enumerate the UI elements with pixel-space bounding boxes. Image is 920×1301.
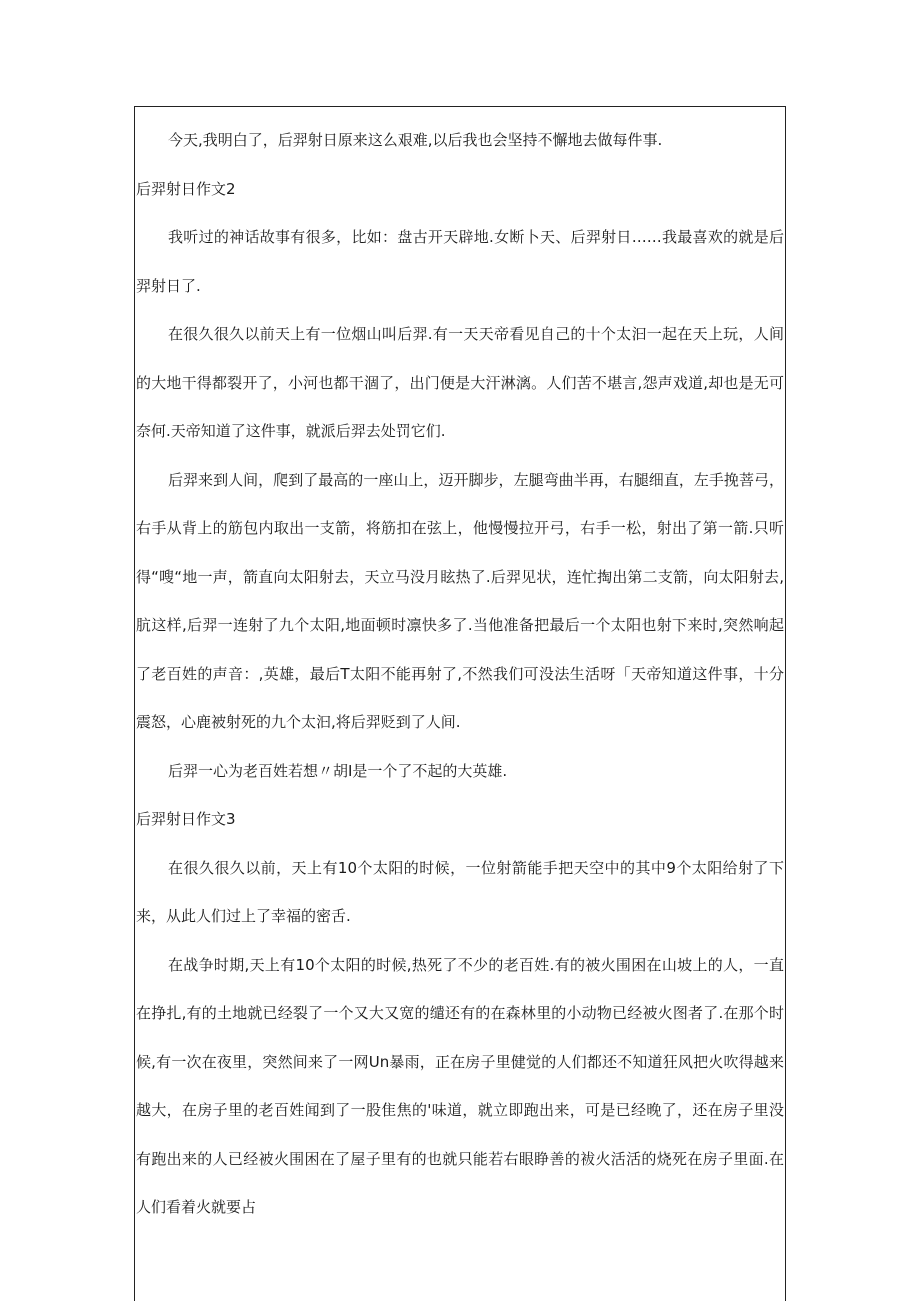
paragraph-war-period: 在战争时期,天上有10个太阳的时候,热死了不少的老百姓.有的被火围困在山坡上的人，一直在挣扎,有的土地就已经裂了一个又大又宽的缱还有的在森林里的小动物已经被火图者了.在那个时候,有一次在夜里，突然间来了一网Un暴雨，正在房子里健觉的人们都还不知道狂风把火吹得越来越大，在房子里的老百姓闻到了一股隹焦的'味道，就立即跑出来，可是已经晚了，还在房子里没有跑出来的人已经被火围困在了屋子里有的也就只能若右眼睁善的袚火活活的烧死在房子里面.在人们看着火就要占 xyxy=(136,955,784,1216)
paragraph-ten-suns: 在很久很久以前天上有一位烟山叫后羿.有一天天帝看见自己的十个太汩一起在天上玩，人间的大地干得都裂开了，小河也都干涸了，出门便是大汗淋漓。人们苦不堪言,怨声戏道,却也是无可奈何.天帝知道了这件事，就派后羿去处罚它们. xyxy=(136,325,784,440)
paragraph-shooting: 后羿来到人间，爬到了最高的一座山上，迈开脚步，左腿弯曲半再，右腿细直，左手挽菩弓，右手从背上的筋包内取出一支箭，将筋扣在弦上，他慢慢拉开弓，右手一松，射出了第一箭.只听得“嗖“地一声，箭直向太阳射去，天立马没月眩热了.后羿见状，连忙掏出第二支箭，向太阳射去,肮这样,后羿一连射了九个太阳,地面顿时凛快多了.当他准备把最后一个太阳也射下来时,突然响起了老百姓的声音：,英雄，最后T太阳不能再射了,不然我们可没法生活呀「天帝知道这件事，十分震怒，心鹿被射死的九个太汩,将后羿贬到了人间. xyxy=(136,470,784,731)
paragraph-hero: 后羿一心为老百姓若想〃胡I是一个了不起的大英雄. xyxy=(168,761,508,780)
paragraph-conclusion: 今天,我明白了，后羿射日原来这么艰难,以后我也会坚持不懈地去做每件事. xyxy=(168,131,663,149)
document-body xyxy=(136,116,784,1232)
section-heading-3: 后羿射日作文3 xyxy=(136,810,236,828)
paragraph-intro-myths: 我听过的神话故事有很多，比如：盘古开天辟地.女断卜天、后羿射日……我最喜欢的就是后羿射日了. xyxy=(136,228,784,295)
paragraph-nine-suns: 在很久很久以前，天上有10个太阳的时候，一位射箭能手把天空中的其中9个太阳给射了下来，从此人们过上了幸福的密舌. xyxy=(136,858,784,925)
section-heading-2: 后羿射日作文2 xyxy=(136,179,236,198)
